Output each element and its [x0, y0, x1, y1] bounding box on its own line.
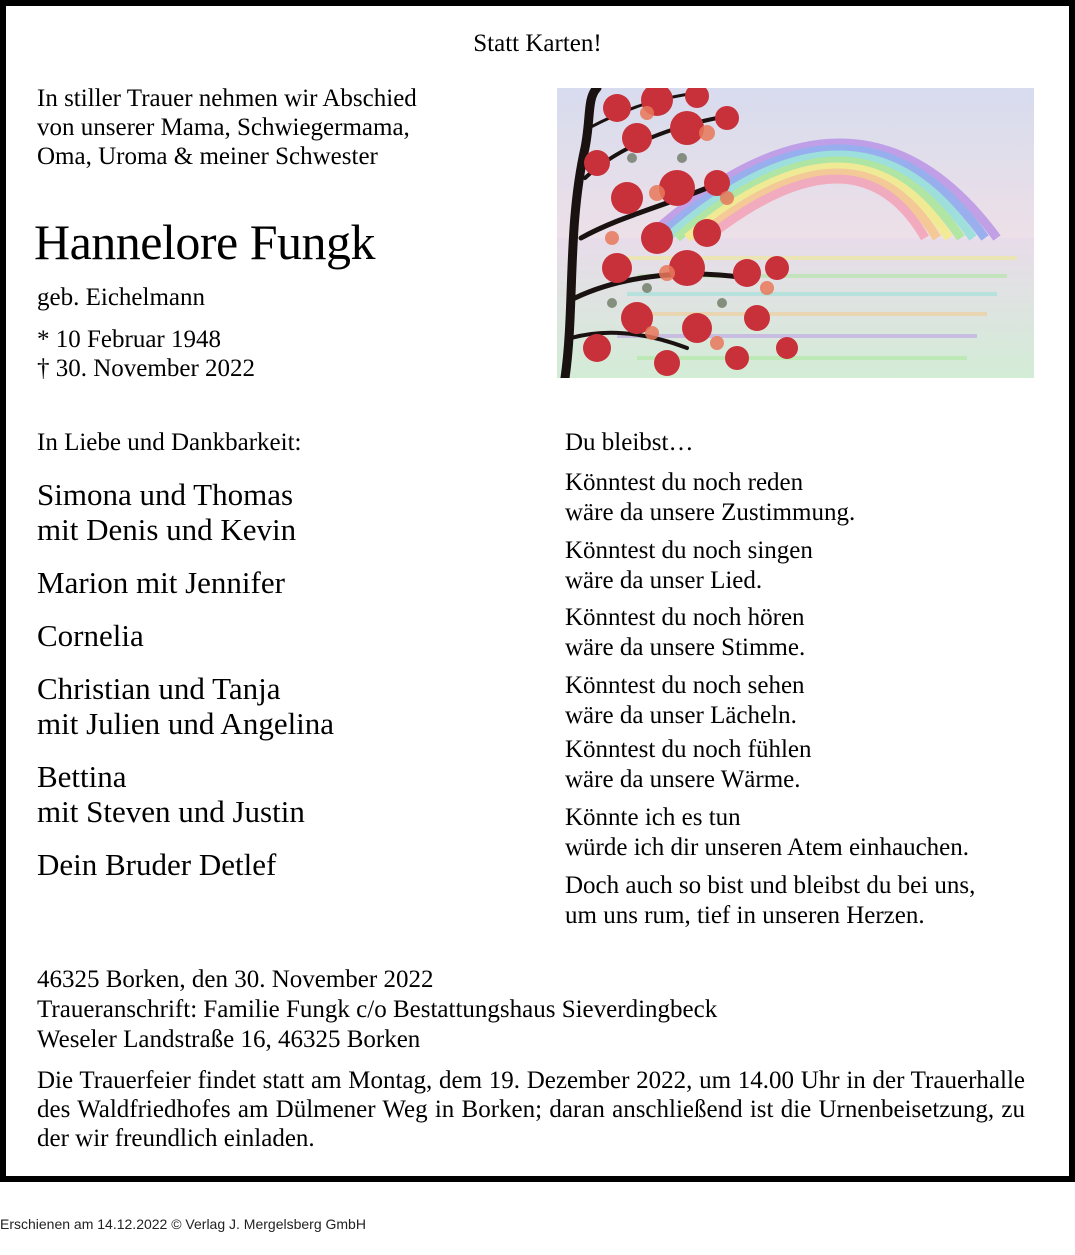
mourner-line: Marion mit Jennifer — [37, 565, 285, 600]
poem-line: Könntest du noch hören — [565, 604, 805, 631]
poem-stanza — [565, 871, 975, 931]
statt-karten-heading: Statt Karten! — [473, 30, 602, 57]
poem-stanza — [565, 803, 969, 863]
maiden-name: geb. Eichelmann — [37, 284, 205, 311]
mourner-line: mit Julien und Angelina — [37, 706, 335, 741]
rainbow-tree-photo — [557, 88, 1034, 378]
mourner-group — [37, 847, 276, 882]
mourner-group — [37, 565, 285, 600]
poem-line: würde ich dir unseren Atem einhauchen. — [565, 834, 970, 861]
intro-line: Oma, Uroma & meiner Schwester — [37, 143, 378, 170]
place-date: 46325 Borken, den 30. November 2022 — [37, 966, 434, 993]
mourner-group — [37, 759, 305, 829]
intro-line: von unserer Mama, Schwiegermama, — [37, 114, 410, 141]
poem-line: um uns rum, tief in unseren Herzen. — [565, 902, 925, 929]
poem-line: Könntest du noch sehen — [565, 672, 805, 699]
mourner-line: Simona und Thomas — [37, 477, 294, 512]
mourner-group — [37, 477, 296, 547]
mourner-line: mit Steven und Justin — [37, 794, 305, 829]
poem-line: Doch auch so bist und bleibst du bei uns, — [565, 872, 976, 899]
publication-footer: Erschienen am 14.12.2022 © Verlag J. Mergelsberg GmbH — [0, 1216, 366, 1232]
poem-stanza — [565, 735, 811, 795]
poem-line: wäre da unsere Zustimmung. — [565, 499, 856, 526]
deceased-name: Hannelore Fungk — [34, 214, 376, 270]
poem-stanza — [565, 671, 805, 731]
poem-line: wäre da unser Lächeln. — [565, 702, 797, 729]
death-date: † 30. November 2022 — [37, 355, 256, 382]
poem-title: Du bleibst… — [565, 429, 694, 456]
mourner-group — [37, 671, 334, 741]
ceremony-text: Die Trauerfeier findet statt am Montag, dem 19. Dezember 2022, um 14.00 Uhr in der Trauerhalle des Waldfriedhofes am Dülmener Weg in Borken; daran anschließend ist die Urnenbeisetzung, zu der wir freundlich einladen. — [37, 1067, 1025, 1152]
poem-stanza — [565, 536, 813, 596]
poem-stanza — [565, 603, 805, 663]
poem-line: Könntest du noch singen — [565, 537, 813, 564]
birth-date: * 10 Februar 1948 — [37, 326, 221, 353]
mourner-line: Cornelia — [37, 618, 144, 653]
poem-line: Könnte ich es tun — [565, 804, 741, 831]
poem-stanza — [565, 468, 855, 528]
poem-line: Könntest du noch reden — [565, 469, 804, 496]
poem-line: Könntest du noch fühlen — [565, 736, 812, 763]
poem-line: wäre da unsere Wärme. — [565, 766, 801, 793]
poem-line: wäre da unser Lied. — [565, 567, 763, 594]
mourner-line: mit Denis und Kevin — [37, 512, 297, 547]
mourner-line: Christian und Tanja — [37, 671, 281, 706]
address-block — [37, 965, 717, 1055]
mourner-line: Bettina — [37, 759, 127, 794]
mourner-group — [37, 618, 144, 653]
intro-line: In stiller Trauer nehmen wir Abschied — [37, 85, 417, 112]
mourner-line: Dein Bruder Detlef — [37, 847, 277, 882]
life-dates — [37, 325, 255, 383]
intro-text — [37, 84, 417, 171]
poem-line: wäre da unsere Stimme. — [565, 634, 806, 661]
mourning-address: Traueranschrift: Familie Fungk c/o Bestattungshaus Sieverdingbeck — [37, 996, 718, 1023]
street-address: Weseler Landstraße 16, 46325 Borken — [37, 1026, 421, 1053]
mourners-lead: In Liebe und Dankbarkeit: — [37, 429, 302, 456]
